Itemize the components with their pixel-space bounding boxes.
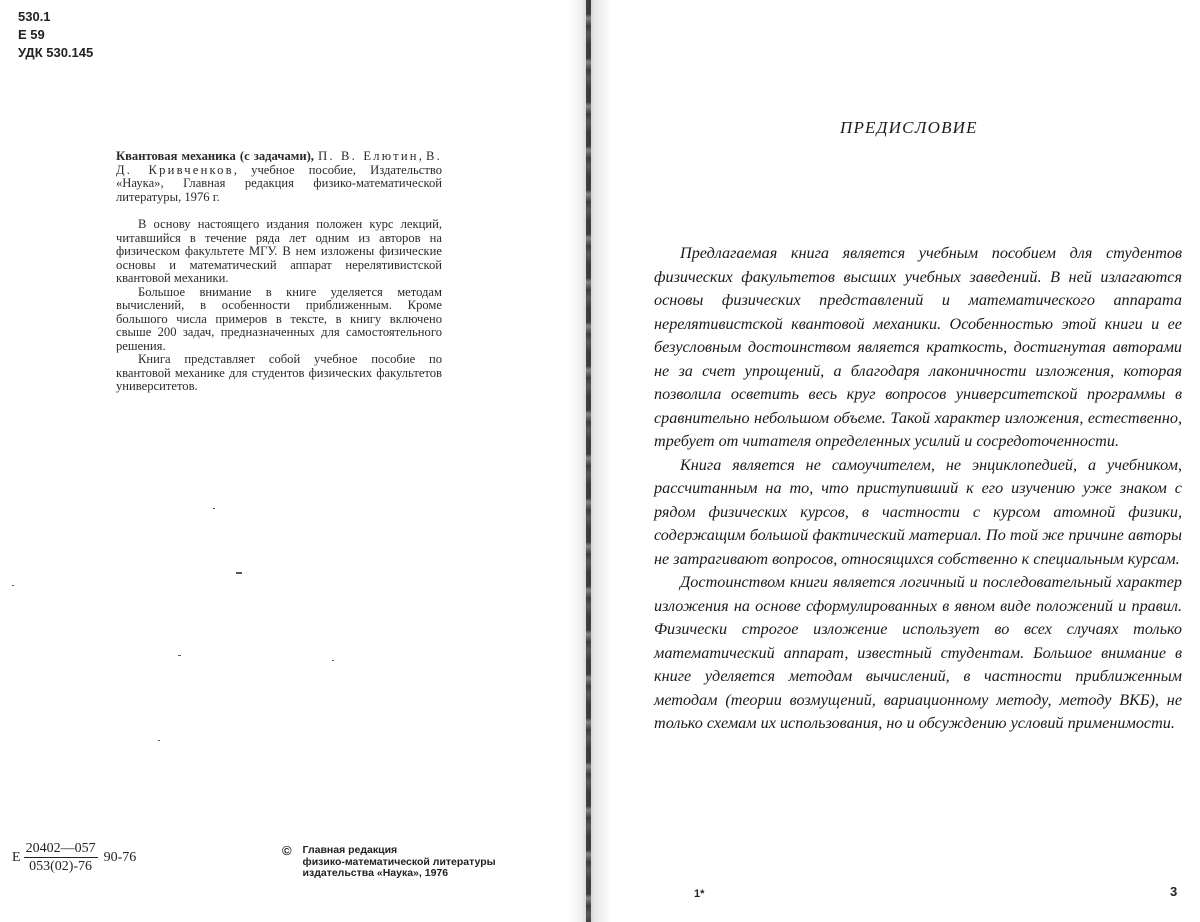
- book-title: Квантовая механика (с задачами),: [116, 149, 314, 163]
- preface-paragraph: Книга является не самоучителем, не энциклопедией, а учебником, рассчитанным на то, что приступивший к его изучению уже знаком с рядом физических курсов, в частности с курсом атомной физики, содержащим большой фактический материал. По той же причине авторы не затрагивают вопросов, относящихся собственно к специальным курсам.: [654, 455, 1182, 568]
- print-speck: [236, 572, 242, 574]
- imprint-numerator: 20402—057: [25, 841, 96, 856]
- copyright-notice: [282, 845, 496, 880]
- author-krivchenkov: В. Д. Кривченков: [116, 149, 442, 177]
- udc-code: УДК 530.145: [18, 45, 94, 60]
- preface-paragraph: Достоинством книги является логичный и последовательный характер изложения на основе сформулированных в явном виде положений и правил. Физически строгое изложение использует во всех случаях только математический аппарат, известный студентам. Большое внимание в книге уделяется методам вычислений, в частности приближенным методам (теории возмущений, вариационному методу, методу ВКБ), не только схемам их использования, но и обсуждению условий применимости.: [654, 573, 1182, 732]
- classification-line: 530.1: [18, 9, 51, 24]
- author-separator: ,: [418, 149, 427, 163]
- gutter-binding-shadow: [586, 0, 591, 922]
- author-elyutin: П. В. Елютин: [318, 149, 419, 163]
- preface-text: [654, 242, 1182, 736]
- imprint-code: [12, 840, 136, 875]
- classification-line: Е 59: [18, 27, 45, 42]
- print-speck: [213, 508, 215, 509]
- imprint-prefix: Е: [12, 849, 21, 865]
- annotation-paragraph: Большое внимание в книге уделяется методам вычислений, в особенности приближенным. Кроме большого числа примеров в тексте, в книгу включено свыше 200 задач, предназначенных для самостоятельного решения.: [116, 284, 442, 353]
- imprint-denominator: 053(02)-76: [29, 859, 93, 874]
- imprint-fraction: [24, 840, 98, 875]
- left-page: [0, 0, 568, 922]
- right-page: [612, 0, 1200, 922]
- print-speck: [178, 655, 181, 656]
- copyright-line: физико-математической литературы: [302, 855, 496, 868]
- publication-details: , учебное пособие, Издательство «Наука», Главная редакция физико-математической литературы, 1976 г.: [116, 162, 442, 204]
- print-speck: [332, 660, 334, 661]
- print-speck: [12, 585, 14, 586]
- annotation-header: [116, 150, 442, 204]
- annotation-paragraph: В основу настоящего издания положен курс лекций, читавшийся в течение ряда лет одним из авторов на физическом факультете МГУ. В нем изложены физические основы и математический аппарат нерелятивистской квантовой механики.: [116, 217, 442, 285]
- copyright-line: Главная редакция: [302, 844, 398, 856]
- copyright-lines: [303, 845, 496, 880]
- book-annotation: [116, 150, 442, 394]
- signature-mark: 1*: [694, 888, 705, 900]
- section-title: ПРЕДИСЛОВИЕ: [840, 118, 978, 137]
- preface-paragraph: Предлагаемая книга является учебным пособием для студентов физических факультетов высших учебных заведений. В ней излагаются основы физических представлений и математического аппарата нерелятивистской квантовой механики. Особенностью этой книги и ее безусловным достоинством является краткость, достигнутая авторами не за счет упрощений, а благодаря лаконичности изложения, которая позволила осветить весь круг вопросов университетской программы в сравнительно небольшом объеме. Такой характер изложения, естественно, требует от читателя определенных усилий и сосредоточенности.: [654, 244, 1182, 450]
- imprint-suffix: 90-76: [103, 849, 137, 865]
- copyright-symbol: ©: [282, 843, 292, 858]
- classification-codes: [18, 8, 93, 62]
- page-number: 3: [1170, 884, 1178, 899]
- copyright-line: издательства «Наука», 1976: [302, 867, 449, 879]
- print-speck: [158, 740, 160, 741]
- annotation-paragraph: Книга представляет собой учебное пособие по квантовой механике для студентов физических факультетов университетов.: [116, 352, 442, 393]
